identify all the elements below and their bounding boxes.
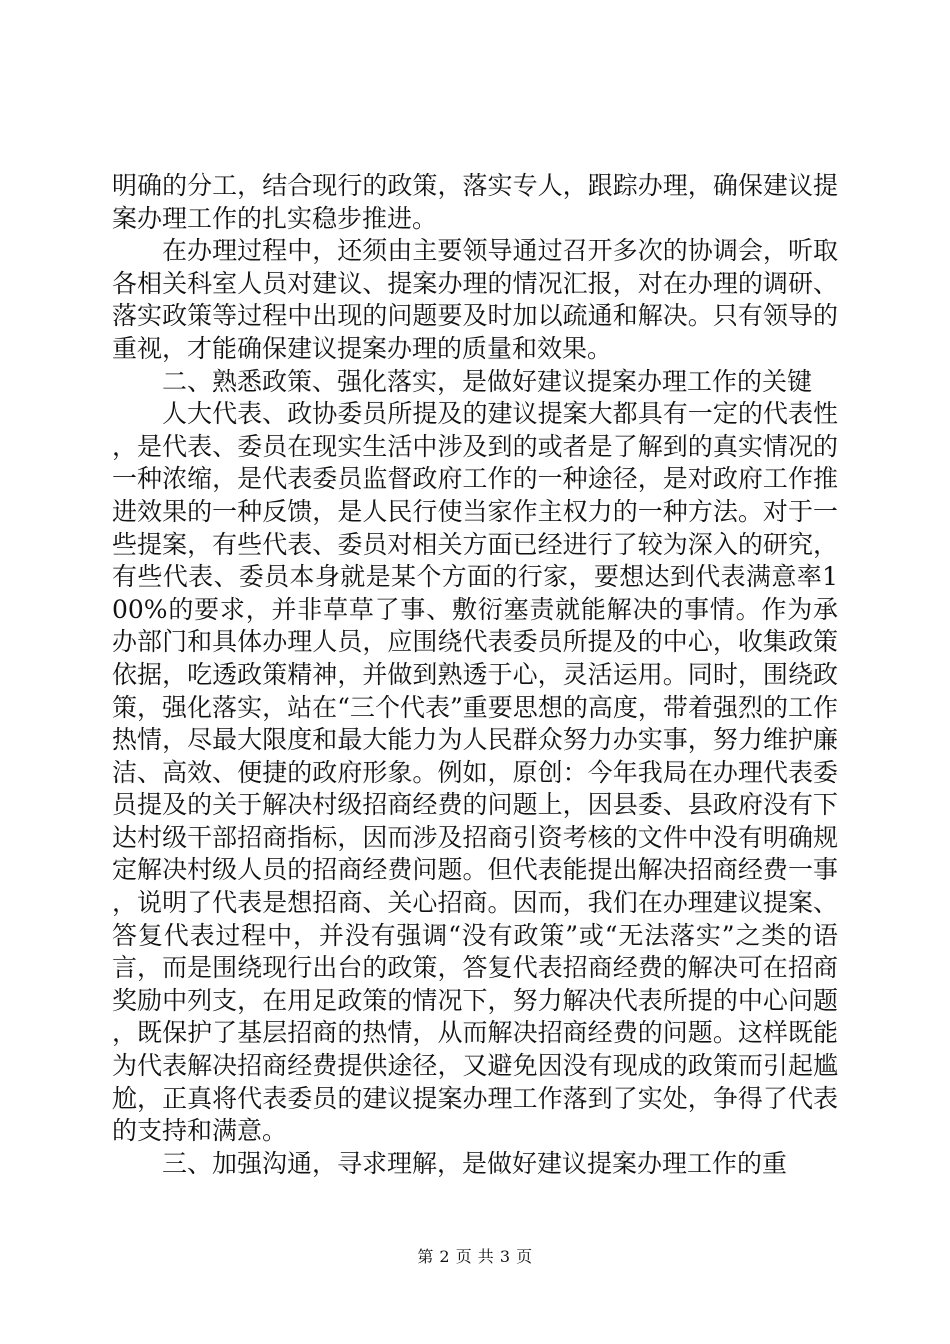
document-body: [112, 170, 838, 1180]
paragraph-leadership: 在办理过程中，还须由主要领导通过召开多次的协调会，听取各相关科室人员对建议、提案办理的情况汇报，对在办理的调研、落实政策等过程中出现的问题要及时加以疏通和解决。只有领导的重视，才能确保建议提案办理的质量和效果。: [112, 236, 838, 363]
section-heading-three: 三、加强沟通，寻求理解，是做好建议提案办理工作的重: [162, 1148, 788, 1178]
paragraph-policy: 人大代表、政协委员所提及的建议提案大都具有一定的代表性，是代表、委员在现实生活中涉及到的或者是了解到的真实情况的一种浓缩，是代表委员监督政府工作的一种途径，是对政府工作推进效果的一种反馈，是人民行使当家作主权力的一种方法。对于一些提案，有些代表、委员对相关方面已经进行了较为深入的研究，有些代表、委员本身就是某个方面的行家，要想达到代表满意率100%的要求，并非草草了事、敷衍塞责就能解决的事情。作为承办部门和具体办理人员，应围绕代表委员所提及的中心，收集政策依据，吃透政策精神，并做到熟透于心，灵活运用。同时，围绕政策，强化落实，站在“三个代表”重要思想的高度，带着强烈的工作热情，尽最大限度和最大能力为人民群众努力办实事，努力维护廉洁、高效、便捷的政府形象。例如，原创：今年我局在办理代表委员提及的关于解决村级招商经费的问题上，因县委、县政府没有下达村级干部招商指标，因而涉及招商引资考核的文件中没有明确规定解决村级人员的招商经费问题。但代表能提出解决招商经费一事，说明了代表是想招商、关心招商。因而，我们在办理建议提案、答复代表过程中，并没有强调“没有政策”或“无法落实”之类的语言，而是围绕现行出台的政策，答复代表招商经费的解决可在招商奖励中列支，在用足政策的情况下，努力解决代表所提的中心问题，既保护了基层招商的热情，从而解决招商经费的问题。这样既能为代表解决招商经费提供途径，又避免因没有现成的政策而引起尴尬，正真将代表委员的建议提案办理工作落到了实处，争得了代表的支持和满意。: [112, 399, 838, 1146]
section-heading-two: 二、熟悉政策、强化落实，是做好建议提案办理工作的关键: [162, 366, 813, 396]
paragraph-continuation: 明确的分工，结合现行的政策，落实专人，跟踪办理，确保建议提案办理工作的扎实稳步推进。: [112, 171, 838, 233]
page-number-footer: 第 2 页 共 3 页: [417, 1247, 533, 1266]
